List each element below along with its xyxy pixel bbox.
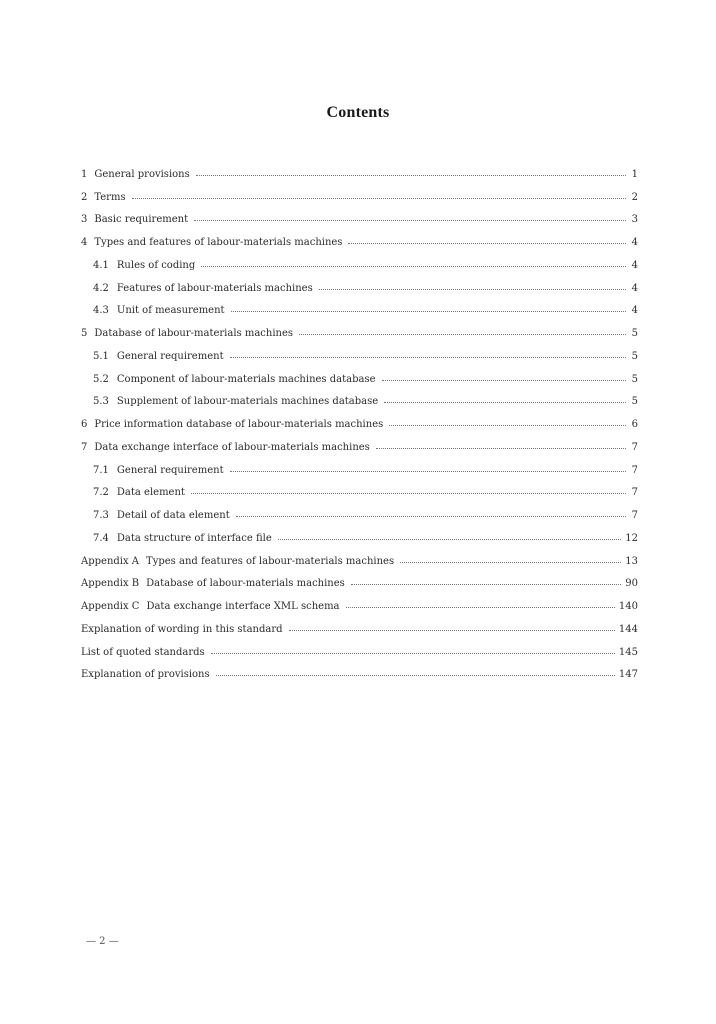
toc-dot-leader [278, 539, 622, 540]
toc-entry-title: General requirement [116, 464, 224, 476]
toc-entry [81, 163, 638, 186]
toc-entry-page: 144 [618, 623, 638, 635]
toc-entry [81, 231, 638, 254]
toc-entry-page: 1 [631, 168, 638, 180]
toc-entry-number: Appendix A [81, 555, 140, 567]
toc-entry-page: 145 [618, 646, 638, 658]
toc-entry [81, 391, 638, 414]
table-of-contents [81, 163, 638, 686]
toc-dot-leader [319, 289, 626, 290]
toc-dot-leader [376, 448, 626, 449]
toc-entry [81, 482, 638, 505]
toc-entry-number: 7.1 [93, 464, 109, 476]
toc-entry-title: Data exchange interface of labour-materials machines [94, 441, 370, 453]
toc-entry-page: 4 [631, 259, 638, 271]
toc-entry-title: List of quoted standards [81, 646, 205, 658]
toc-entry-number: 5.2 [93, 373, 109, 385]
toc-dot-leader [231, 311, 626, 312]
toc-entry [81, 641, 638, 664]
toc-entry-number: 4.3 [93, 305, 109, 317]
toc-entry-number: Appendix B [81, 578, 140, 590]
toc-entry-page: 7 [631, 464, 638, 476]
toc-entry-number: 7.2 [93, 487, 109, 499]
toc-entry-title: Supplement of labour-materials machines database [116, 396, 379, 408]
toc-dot-leader [351, 584, 621, 585]
toc-entry-page: 3 [631, 214, 638, 226]
toc-entry [81, 186, 638, 209]
toc-entry-number: 4.1 [93, 259, 109, 271]
toc-entry-title: Data structure of interface file [116, 532, 272, 544]
toc-dot-leader [201, 266, 626, 267]
toc-entry-title: Rules of coding [116, 259, 196, 271]
toc-entry-number: 7.3 [93, 510, 109, 522]
toc-entry-title: Detail of data element [116, 510, 230, 522]
toc-dot-leader [382, 380, 627, 381]
toc-dot-leader [348, 243, 626, 244]
toc-entry-page: 7 [631, 510, 638, 522]
toc-entry-page: 5 [631, 373, 638, 385]
toc-dot-leader [346, 607, 615, 608]
toc-entry-page: 5 [631, 396, 638, 408]
toc-entry-page: 140 [618, 601, 638, 613]
toc-dot-leader [389, 425, 626, 426]
toc-entry [81, 209, 638, 232]
toc-entry-number: 5 [81, 328, 88, 340]
toc-entry-page: 4 [631, 237, 638, 249]
toc-dot-leader [191, 493, 626, 494]
toc-entry [81, 527, 638, 550]
toc-entry-title: General provisions [94, 168, 190, 180]
toc-entry-title: Explanation of provisions [81, 669, 210, 681]
toc-entry-title: Types and features of labour-materials machines [94, 237, 343, 249]
toc-dot-leader [289, 630, 615, 631]
toc-entry [81, 550, 638, 573]
toc-dot-leader [400, 562, 621, 563]
toc-dot-leader [211, 653, 615, 654]
toc-entry-number: 1 [81, 168, 88, 180]
toc-entry-page: 4 [631, 305, 638, 317]
toc-entry [81, 618, 638, 641]
toc-entry-page: 6 [631, 419, 638, 431]
toc-entry-number: 2 [81, 191, 88, 203]
toc-entry [81, 277, 638, 300]
toc-entry-page: 7 [631, 441, 638, 453]
toc-entry-number: 4.2 [93, 282, 109, 294]
toc-dot-leader [216, 675, 615, 676]
toc-entry-title: Component of labour-materials machines database [116, 373, 376, 385]
page-number-footer: — 2 — [86, 936, 119, 947]
toc-entry-title: Price information database of labour-materials machines [94, 419, 384, 431]
toc-dot-leader [299, 334, 626, 335]
toc-entry [81, 459, 638, 482]
toc-entry [81, 504, 638, 527]
toc-entry-title: Terms [94, 191, 126, 203]
toc-entry-page: 13 [625, 555, 638, 567]
toc-entry-page: 147 [618, 669, 638, 681]
toc-dot-leader [236, 516, 626, 517]
toc-entry [81, 413, 638, 436]
toc-entry [81, 322, 638, 345]
toc-entry-title: Explanation of wording in this standard [81, 623, 283, 635]
toc-entry-page: 2 [631, 191, 638, 203]
toc-entry-number: 5.1 [93, 350, 109, 362]
toc-entry [81, 436, 638, 459]
toc-entry-title: Basic requirement [94, 214, 189, 226]
toc-entry-number: 4 [81, 237, 88, 249]
toc-entry-page: 12 [625, 532, 638, 544]
toc-dot-leader [230, 471, 626, 472]
toc-entry-title: General requirement [116, 350, 224, 362]
toc-entry-title: Data exchange interface XML schema [146, 601, 340, 613]
toc-entry-number: 6 [81, 419, 88, 431]
toc-entry-title: Data element [116, 487, 185, 499]
page-title: Contents [326, 104, 390, 121]
toc-entry-number: 3 [81, 214, 88, 226]
toc-entry-title: Database of labour-materials machines [146, 578, 345, 590]
toc-entry-number: 7.4 [93, 532, 109, 544]
toc-entry-title: Types and features of labour-materials machines [146, 555, 395, 567]
toc-entry [81, 254, 638, 277]
toc-entry [81, 595, 638, 618]
toc-dot-leader [194, 220, 626, 221]
toc-dot-leader [230, 357, 626, 358]
toc-entry-number: 5.3 [93, 396, 109, 408]
toc-dot-leader [132, 198, 626, 199]
toc-entry-title: Database of labour-materials machines [94, 328, 294, 340]
toc-entry [81, 664, 638, 687]
toc-entry-page: 7 [631, 487, 638, 499]
toc-entry-page: 4 [631, 282, 638, 294]
toc-entry-title: Unit of measurement [116, 305, 225, 317]
toc-entry-number: 7 [81, 441, 88, 453]
toc-dot-leader [384, 402, 626, 403]
toc-entry-page: 5 [631, 328, 638, 340]
toc-entry [81, 368, 638, 391]
toc-entry [81, 345, 638, 368]
toc-entry-number: Appendix C [81, 601, 140, 613]
toc-entry-page: 90 [625, 578, 638, 590]
toc-entry [81, 573, 638, 596]
toc-dot-leader [196, 175, 626, 176]
toc-entry-page: 5 [631, 350, 638, 362]
toc-entry [81, 300, 638, 323]
toc-entry-title: Features of labour-materials machines [116, 282, 313, 294]
